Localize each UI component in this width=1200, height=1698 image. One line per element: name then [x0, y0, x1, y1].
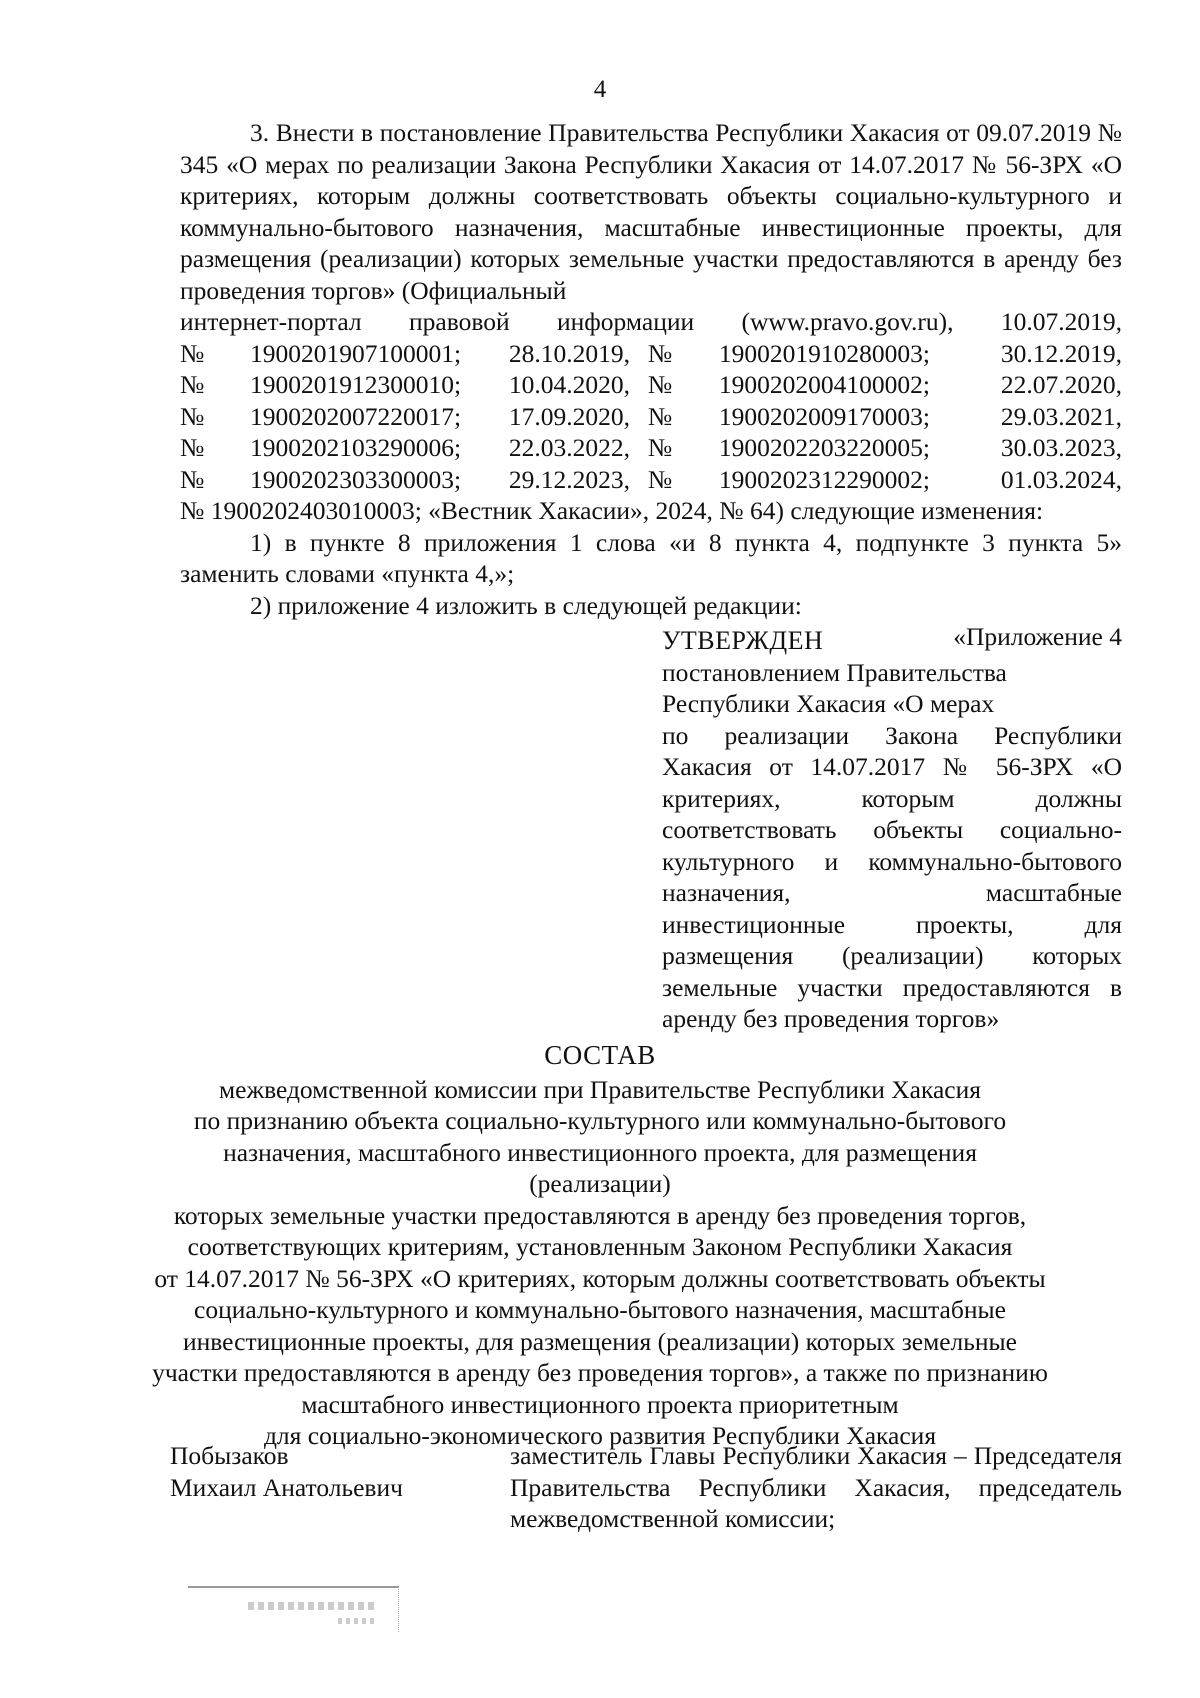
portal-word: 10.07.2019,: [1000, 307, 1122, 336]
member-name: [170, 1440, 510, 1535]
registry-tail: № 1900202403010003; «Вестник Хакасии», 2024, № 64) следующие изменения:: [180, 496, 1044, 525]
approval-block: [662, 625, 1122, 1035]
member-given-name: Михаил Анатольевич: [170, 1472, 403, 1502]
registry-cell: №: [180, 338, 205, 368]
registry-cell: 30.12.2019,: [1000, 338, 1122, 368]
subpoint-2: 2) приложение 4 изложить в следующей редакции:: [250, 590, 802, 620]
registry-cell: 01.03.2024,: [1000, 464, 1122, 494]
page-number: 4: [593, 76, 607, 103]
composition-line: масштабного инвестиционного проекта приоритетным: [301, 1389, 899, 1419]
registry-cell: 1900202009170003;: [718, 401, 930, 431]
registry-cell: 17.09.2020,: [508, 401, 630, 431]
subpoint-1: 1) в пункте 8 приложения 1 слова «и 8 пункта 4, подпункте 3 пункта 5» заменить словами «пункта 4,»;: [180, 527, 1122, 588]
point-3-section: [180, 117, 1122, 653]
registry-cell: №: [647, 433, 673, 462]
registry-cell: 1900202303300003;: [250, 464, 462, 494]
registry-cell: №: [180, 433, 205, 462]
approved-line: постановлением Правительства: [662, 657, 1007, 687]
composition-heading-block: [150, 1040, 1050, 1452]
composition-line: инвестиционные проекты, для размещения (реализации) которых земельные: [182, 1326, 1017, 1356]
registry-cell: №: [647, 370, 673, 399]
composition-line: которых земельные участки предоставляются в аренду без проведения торгов,: [173, 1200, 1027, 1230]
portal-word: информации: [556, 307, 695, 336]
composition-line: от 14.07.2017 № 56-ЗРХ «О критериях, которым должны соответствовать объекты: [154, 1263, 1046, 1293]
composition-title: СОСТАВ: [544, 1040, 656, 1070]
registry-cell: 1900202103290006;: [250, 433, 462, 462]
point-3-intro: 3. Внести в постановление Правительства Республики Хакасия от 09.07.2019 № 345 «О мерах по реализации Закона Республики Хакасия от 14.07.2017 № 56-ЗРХ «О критериях, которым должны соответствовать объекты социально-культурного и коммунально-бытового назначения, масштабные инвестиционные проекты, для размещения (реализации) которых земельные участки предоставляются в аренду без проведения торгов» (Официальный: [180, 118, 1122, 305]
portal-word: правовой: [409, 307, 510, 336]
registry-cell: №: [647, 464, 673, 494]
composition-line: для социально-экономического развития Республики Хакасия: [263, 1421, 937, 1450]
approved-heading: УТВЕРЖДЕН: [662, 626, 824, 655]
registry-cell: 1900201907100001;: [250, 338, 462, 368]
portal-line: [180, 306, 1122, 338]
portal-word: интернет-портал: [180, 307, 362, 336]
composition-line: социально-культурного и коммунально-бытового назначения, масштабные: [194, 1295, 1006, 1324]
registry-cell: №: [180, 370, 205, 399]
registry-cell: №: [180, 401, 205, 431]
registry-cell: 22.07.2020,: [1000, 370, 1122, 399]
composition-line: соответствующих критериям, установленным Законом Республики Хакасия: [187, 1232, 1013, 1261]
composition-line: межведомственной комиссии при Правительстве Республики Хакасия: [219, 1074, 981, 1104]
approved-text: по реализации Закона Республики Хакасия от 14.07.2017 № 56-ЗРХ «О критериях, которым должны соответствовать объекты социально-культурного и коммунально-бытового назначения, масштабные инвестиционные проекты, для размещения (реализации) которых земельные участки предоставляются в аренду без проведения торгов»: [662, 720, 1122, 1033]
registry-cell: 1900202312290002;: [718, 464, 930, 494]
registry-cell: 28.10.2019,: [508, 338, 630, 368]
composition-line: участки предоставляются в аренду без проведения торгов», а также по признанию: [152, 1358, 1048, 1387]
registry-cell: 30.03.2023,: [1000, 433, 1122, 462]
registry-cell: 1900201910280003;: [718, 338, 930, 368]
registry-numbers: [180, 338, 1122, 496]
registry-cell: 1900202007220017;: [250, 401, 462, 431]
registry-cell: 22.03.2022,: [508, 433, 630, 462]
composition-line: по признанию объекта социально-культурного или коммунально-бытового: [193, 1106, 1007, 1135]
appendix-label: «Приложение 4: [953, 622, 1122, 651]
registry-cell: №: [647, 401, 673, 431]
registry-cell: №: [180, 464, 205, 494]
stamp-line: [338, 1618, 378, 1624]
registry-cell: 10.04.2020,: [508, 370, 630, 399]
member-role: заместитель Главы Республики Хакасия – Председателя Правительства Республики Хакасия, председатель межведомственной комиссии;: [510, 1441, 1122, 1533]
stamp-line: [248, 1602, 378, 1610]
registry-cell: №: [647, 338, 673, 368]
registry-cell: 1900202004100002;: [718, 370, 930, 399]
approved-line: Республики Хакасия «О мерах: [662, 689, 995, 718]
registry-cell: 29.12.2023,: [508, 464, 630, 494]
registry-cell: 1900202203220005;: [718, 433, 930, 462]
registry-cell: 29.03.2021,: [1000, 401, 1122, 431]
composition-line: назначения, масштабного инвестиционного проекта, для размещения (реализации): [223, 1137, 977, 1198]
scan-stamp-mark: [188, 1586, 399, 1632]
portal-word: (www.pravo.gov.ru),: [741, 307, 954, 336]
member-surname: Побызаков: [170, 1441, 289, 1470]
member-row: [170, 1440, 1122, 1535]
registry-cell: 1900201912300010;: [250, 370, 462, 399]
